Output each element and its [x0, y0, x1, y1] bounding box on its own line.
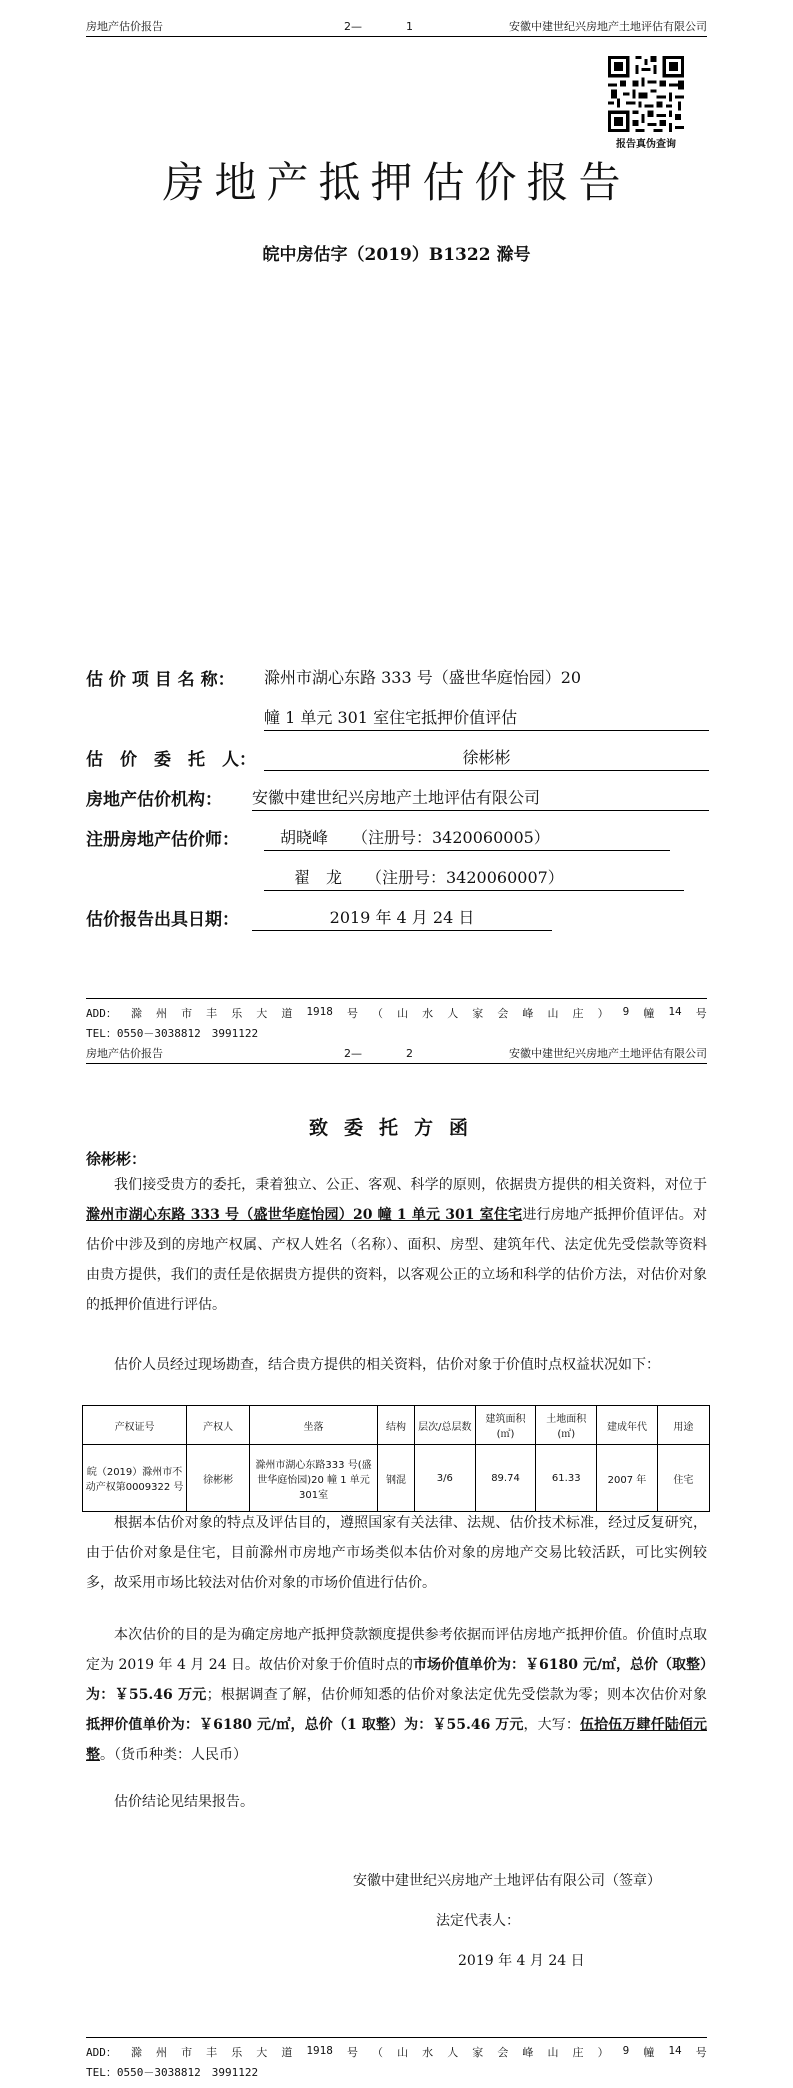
footer-address: ADD： 滁 州 市 丰 乐 大 道 1918 号 （ 山 水 人 家 会 峰 山 庄 ） 9 幢 14 号 — [86, 1005, 707, 1020]
paragraph-5: 估价结论见结果报告。 — [114, 1794, 254, 1810]
header-page-number: 2— 1 — [344, 20, 413, 33]
table-header: 产权人 — [187, 1406, 250, 1445]
document-number: 皖中房估字（2019）B1322 滁号 — [262, 245, 531, 265]
table-header: 用途 — [657, 1406, 709, 1445]
property-table — [82, 1405, 710, 1512]
qr-code-icon[interactable] — [608, 56, 684, 132]
footer-tel: TEL：0550－3038812 3991122 — [86, 2066, 259, 2079]
paragraph-2: 估价人员经过现场勘查，结合贵方提供的相关资料，估价对象于价值时点权益状况如下： — [114, 1357, 660, 1373]
footer-add-prefix: ADD： — [86, 2046, 117, 2059]
footer-tel: TEL：0550－3038812 3991122 — [86, 1027, 259, 1040]
agency-value: 安徽中建世纪兴房地产土地评估有限公司 — [252, 785, 709, 811]
signature-date: 2019 年 4 月 24 日 — [458, 1953, 585, 1969]
table-header: 结构 — [378, 1406, 415, 1445]
table-cell: 61.33 — [536, 1445, 597, 1512]
table-header: 建成年代 — [597, 1406, 658, 1445]
qr-caption: 报告真伪查询 — [616, 139, 676, 150]
footer-address: ADD： 滁 州 市 丰 乐 大 道 1918 号 （ 山 水 人 家 会 峰 山 庄 ） 9 幢 14 号 — [86, 2044, 707, 2059]
page-footer — [86, 998, 707, 1041]
signature-company: 安徽中建世纪兴房地产土地评估有限公司（签章） — [353, 1873, 661, 1889]
client-value: 徐彬彬 — [264, 745, 709, 771]
project-value-line1: 滁州市湖心东路 333 号（盛世华庭怡园）20 — [264, 668, 582, 687]
date-label: 估价报告出具日期： — [86, 910, 239, 930]
mortgage-value: 抵押价值单价为：￥6180 元/㎡，总价（1 取整）为：￥55.46 万元 — [86, 1717, 524, 1733]
footer-add-prefix: ADD： — [86, 1007, 117, 1020]
market-value: 市场价值单价为：￥6180 元/㎡，总价（取整）为：￥55.46 万元 — [86, 1657, 708, 1703]
date-value: 2019 年 4 月 24 日 — [252, 905, 552, 931]
client-label: 估 价 委 托 人： — [86, 750, 256, 770]
table-header-row — [83, 1406, 710, 1445]
table-header: 产权证号 — [83, 1406, 187, 1445]
appraiser-2: 翟 龙 （注册号：3420060007） — [264, 865, 684, 891]
salutation: 徐彬彬： — [86, 1150, 147, 1168]
signature-representative: 法定代表人： — [436, 1913, 520, 1929]
property-address: 滁州市湖心东路 333 号（盛世华庭怡园）20 幢 1 单元 301 室住宅 — [86, 1207, 523, 1223]
header-right: 安徽中建世纪兴房地产土地评估有限公司 — [509, 1047, 707, 1060]
letter-title: 致委托方函 — [308, 1117, 484, 1139]
table-header: 坐落 — [250, 1406, 378, 1445]
table-cell: 皖（2019）滁州市不动产权第0009322 号 — [83, 1445, 187, 1512]
project-value-line2: 幢 1 单元 301 室住宅抵押价值评估 — [264, 705, 709, 731]
table-cell: 住宅 — [657, 1445, 709, 1512]
table-cell: 钢混 — [378, 1445, 415, 1512]
paragraph-3: 根据本估价对象的特点及评估目的，遵照国家有关法律、法规、估价技术标准，经过反复研究，由于估价对象是住宅，目前滁州市房地产市场类似本估价对象的房地产交易比较活跃，可比实例较多，故采用市场比较法对估价对象的市场价值进行估价。 — [86, 1515, 707, 1591]
table-cell: 滁州市湖心东路333 号(盛世华庭怡园)20 幢 1 单元 301室 — [250, 1445, 378, 1512]
paragraph-4: 本次估价的目的是为确定房地产抵押贷款额度提供参考依据而评估房地产抵押价值。价值时点取定为 2019 年 4 月 24 日。故估价对象于价值时点的市场价值单价为：￥6180 元/㎡，总价（取整）为：￥55.46 万元；根据调查了解，估价师知悉的估价对象法定优先受偿款为零；则本次估价对象抵押价值单价为：￥6180 元/㎡，总价（1 取整）为：￥55.46 万元，大写：伍拾伍万肆仟陆佰元整。（货币种类：人民币） — [86, 1627, 708, 1763]
page-header — [86, 18, 707, 37]
header-page-number: 2— 2 — [344, 1047, 413, 1060]
table-cell: 3/6 — [414, 1445, 475, 1512]
appraiser-label: 注册房地产估价师： — [86, 830, 239, 850]
header-right: 安徽中建世纪兴房地产土地评估有限公司 — [509, 20, 707, 33]
header-left: 房地产估价报告 — [86, 20, 163, 33]
header-left: 房地产估价报告 — [86, 1047, 163, 1060]
agency-label: 房地产估价机构： — [86, 790, 222, 810]
page-footer — [86, 2037, 707, 2080]
table-cell: 2007 年 — [597, 1445, 658, 1512]
table-header: 层次/总层数 — [414, 1406, 475, 1445]
table-row — [83, 1445, 710, 1512]
amount-in-words: 伍拾伍万肆仟陆佰元整 — [86, 1717, 707, 1763]
project-label: 估 价 项 目 名 称： — [86, 670, 235, 690]
report-title: 房地产抵押估价报告 — [162, 158, 631, 207]
table-header: 建筑面积(㎡) — [475, 1406, 536, 1445]
page-header — [86, 1045, 707, 1064]
table-cell: 89.74 — [475, 1445, 536, 1512]
table-header: 土地面积(㎡) — [536, 1406, 597, 1445]
appraiser-1: 胡晓峰 （注册号：3420060005） — [264, 825, 670, 851]
paragraph-1: 我们接受贵方的委托，秉着独立、公正、客观、科学的原则，依据贵方提供的相关资料，对位于滁州市湖心东路 333 号（盛世华庭怡园）20 幢 1 单元 301 室住宅进行房地产抵押价值评估。对估价中涉及到的房地产权属、产权人姓名（名称）、面积、房型、建筑年代、法定优先受偿款等资料由贵方提供，我们的责任是依据贵方提供的资料，以客观公正的立场和科学的估价方法，对估价对象的抵押价值进行评估。 — [86, 1177, 708, 1313]
table-cell: 徐彬彬 — [187, 1445, 250, 1512]
letter-page — [0, 1045, 793, 2088]
